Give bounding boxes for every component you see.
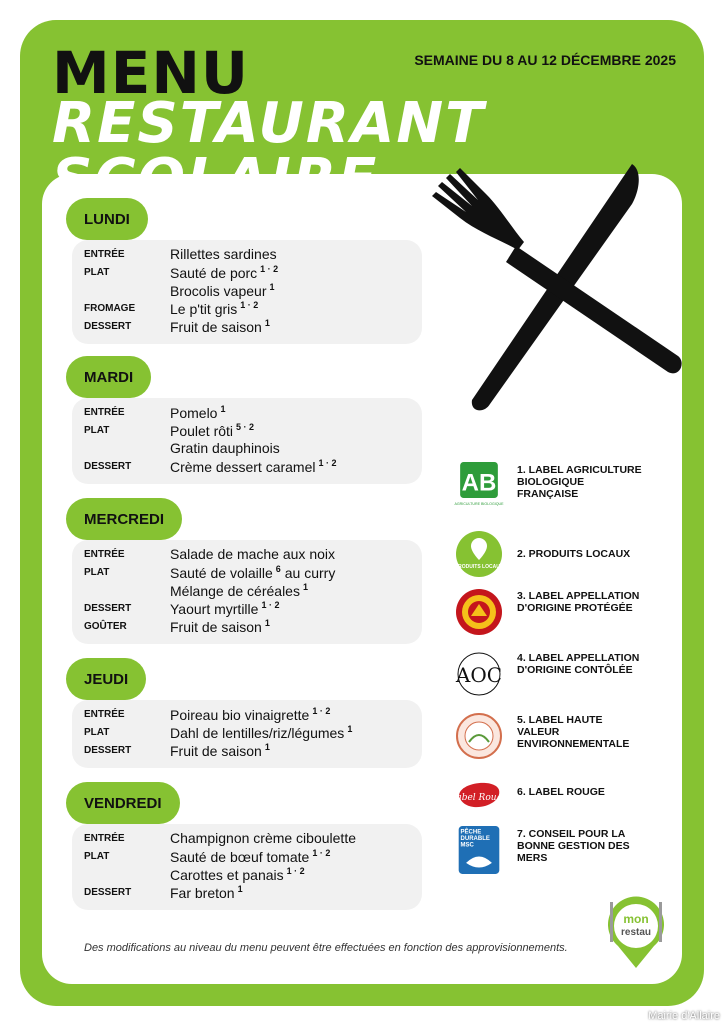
dish-name: Fruit de saison	[170, 619, 262, 635]
day-tab-lundi: LUNDI	[66, 198, 148, 240]
legend-item	[455, 712, 685, 762]
label-marks: 1	[264, 318, 270, 328]
label-marks: 1 · 2	[260, 264, 279, 274]
day-menu-box	[72, 824, 422, 910]
menu-row	[72, 404, 422, 422]
menu-row	[72, 282, 422, 300]
course-label: ENTRÉE	[84, 549, 125, 560]
dish-name: Poulet rôti	[170, 423, 234, 439]
label-marks: 1	[269, 282, 275, 292]
menu-row	[72, 830, 422, 848]
dish-name: Rillettes sardines	[170, 246, 277, 262]
dish-line	[170, 264, 278, 281]
label-marks: 1 · 2	[240, 300, 259, 310]
menu-row	[72, 264, 422, 282]
hve-icon	[455, 712, 503, 760]
week-dates: SEMAINE DU 8 AU 12 DÉCEMBRE 2025	[414, 52, 676, 68]
course-label: PLAT	[84, 727, 110, 738]
course-label: PLAT	[84, 267, 110, 278]
dish-name: Brocolis vapeur	[170, 283, 267, 299]
dish-name: Sauté de volaille	[170, 565, 273, 581]
aoc-icon	[455, 650, 503, 698]
legend-item	[455, 462, 685, 512]
menu-row	[72, 564, 422, 582]
course-label: DESSERT	[84, 321, 132, 332]
dish-suffix: au curry	[284, 565, 336, 581]
dish-name: Fruit de saison	[170, 319, 262, 335]
course-label: ENTRÉE	[84, 833, 125, 844]
legend-text: 3. LABEL APPELLATION D'ORIGINE PROTÉGÉE	[517, 590, 640, 614]
dish-name: Fruit de saison	[170, 743, 262, 759]
aop-icon	[455, 588, 503, 636]
label-marks: 1	[302, 582, 308, 592]
course-label: ENTRÉE	[84, 407, 125, 418]
dish-line	[170, 830, 356, 846]
dish-line	[170, 724, 352, 741]
course-label: GOÛTER	[84, 621, 127, 632]
dish-line	[170, 582, 308, 599]
dish-line	[170, 884, 243, 901]
day-tab-mercredi: MERCREDI	[66, 498, 182, 540]
menu-row	[72, 440, 422, 458]
msc-icon	[455, 826, 503, 874]
course-label: DESSERT	[84, 745, 132, 756]
course-label: DESSERT	[84, 887, 132, 898]
credit: Mairie d'Allaire	[648, 1010, 720, 1022]
dish-name: Poireau bio vinaigrette	[170, 707, 310, 723]
dish-name: Champignon crème ciboulette	[170, 830, 356, 846]
dish-line	[170, 742, 270, 759]
dish-line	[170, 318, 270, 335]
ab-label-icon	[455, 462, 503, 510]
dish-line	[170, 440, 280, 456]
menu-row	[72, 600, 422, 618]
dish-line	[170, 404, 225, 421]
course-label: FROMAGE	[84, 303, 136, 314]
ab-logo-sub: AGRICULTURE BIOLOGIQUE	[454, 501, 504, 506]
dish-line	[170, 706, 330, 723]
dish-line	[170, 866, 305, 883]
legend-text: 2. PRODUITS LOCAUX	[517, 548, 631, 560]
legend-item	[455, 650, 685, 700]
legend-text: 6. LABEL ROUGE	[517, 786, 605, 798]
day-menu-box	[72, 240, 422, 344]
dish-line	[170, 546, 335, 562]
dish-name: Sauté de porc	[170, 265, 258, 281]
dish-name: Gratin dauphinois	[170, 440, 280, 456]
course-label: PLAT	[84, 567, 110, 578]
legend-item	[455, 826, 685, 876]
dish-name: Carottes et panais	[170, 867, 284, 883]
day-menu-box	[72, 398, 422, 484]
day-tab-vendredi: VENDREDI	[66, 782, 180, 824]
menu-row	[72, 246, 422, 264]
label-rouge-icon	[450, 772, 508, 820]
menu-row	[72, 546, 422, 564]
dish-line	[170, 618, 270, 635]
dish-name: Far breton	[170, 885, 235, 901]
dish-name: Mélange de céréales	[170, 583, 300, 599]
day-menu-box	[72, 700, 422, 768]
legend-item	[455, 530, 685, 580]
menu-row	[72, 866, 422, 884]
dish-name: Pomelo	[170, 405, 218, 421]
label-marks: 1 · 2	[286, 866, 305, 876]
day-menu-box	[72, 540, 422, 644]
dish-line	[170, 282, 275, 299]
label-marks: 1	[264, 742, 270, 752]
dish-name: Sauté de bœuf tomate	[170, 849, 310, 865]
dish-line	[170, 300, 258, 317]
label-marks: 1	[264, 618, 270, 628]
course-label: PLAT	[84, 851, 110, 862]
course-label: ENTRÉE	[84, 249, 125, 260]
dish-line	[170, 246, 277, 262]
dish-line	[170, 848, 330, 865]
menu-row	[72, 318, 422, 336]
dish-line	[170, 422, 254, 439]
label-rouge-logo-text: Label Rouge	[450, 793, 508, 803]
course-label: DESSERT	[84, 603, 132, 614]
label-marks: 1	[347, 724, 353, 734]
menu-row	[72, 706, 422, 724]
produits-locaux-icon	[455, 530, 503, 578]
label-marks: 6	[275, 564, 281, 574]
menu-row	[72, 618, 422, 636]
dish-name: Dahl de lentilles/riz/légumes	[170, 725, 345, 741]
label-marks: 1 · 2	[312, 706, 331, 716]
restaurant-title: RESTAURANT	[52, 91, 486, 156]
menu-row	[72, 458, 422, 476]
dish-line	[170, 564, 335, 581]
menu-row	[72, 422, 422, 440]
mon-restau-logo	[604, 896, 668, 968]
legend-item	[450, 772, 685, 822]
dish-name: Crème dessert caramel	[170, 459, 316, 475]
dish-name: Yaourt myrtille	[170, 601, 259, 617]
brand-line1: mon	[623, 912, 649, 926]
label-marks: 5 · 2	[236, 422, 255, 432]
legend-item	[455, 588, 685, 638]
label-marks: 1 · 2	[312, 848, 331, 858]
dish-name: Salade de mache aux noix	[170, 546, 335, 562]
menu-row	[72, 582, 422, 600]
dish-line	[170, 600, 279, 617]
dish-name: Le p'tit gris	[170, 301, 238, 317]
course-label: PLAT	[84, 425, 110, 436]
legend-text: 1. LABEL AGRICULTURE BIOLOGIQUE FRANÇAISE	[517, 464, 642, 500]
ab-logo-text: AB	[461, 469, 497, 497]
legend-text: 5. LABEL HAUTE VALEUR ENVIRONNEMENTALE	[517, 714, 630, 750]
menu-row	[72, 300, 422, 318]
menu-title: MENU	[52, 39, 249, 107]
label-marks: 1 · 2	[318, 458, 337, 468]
label-marks: 1 · 2	[261, 600, 280, 610]
course-label: DESSERT	[84, 461, 132, 472]
label-marks: 1	[237, 884, 243, 894]
produits-locaux-logo-text: PRODUITS LOCAUX	[454, 564, 504, 570]
msc-logo-text: PÊCHE DURABLE MSC	[460, 828, 490, 849]
brand-line2: restau	[620, 927, 652, 938]
dish-line	[170, 458, 337, 475]
footnote: Des modifications au niveau du menu peuvent être effectuées en fonction des approvisionnements.	[84, 942, 568, 954]
menu-row	[72, 848, 422, 866]
day-tab-mardi: MARDI	[66, 356, 151, 398]
legend-text: 4. LABEL APPELLATION D'ORIGINE CONTÔLÉE	[517, 652, 640, 676]
menu-row	[72, 724, 422, 742]
course-label: ENTRÉE	[84, 709, 125, 720]
menu-row	[72, 742, 422, 760]
menu-row	[72, 884, 422, 902]
day-tab-jeudi: JEUDI	[66, 658, 146, 700]
legend-text: 7. CONSEIL POUR LA BONNE GESTION DES MERS	[517, 828, 630, 864]
fork-knife-icon	[420, 160, 690, 430]
aoc-logo-text: AOC	[455, 663, 503, 687]
label-marks: 1	[220, 404, 226, 414]
